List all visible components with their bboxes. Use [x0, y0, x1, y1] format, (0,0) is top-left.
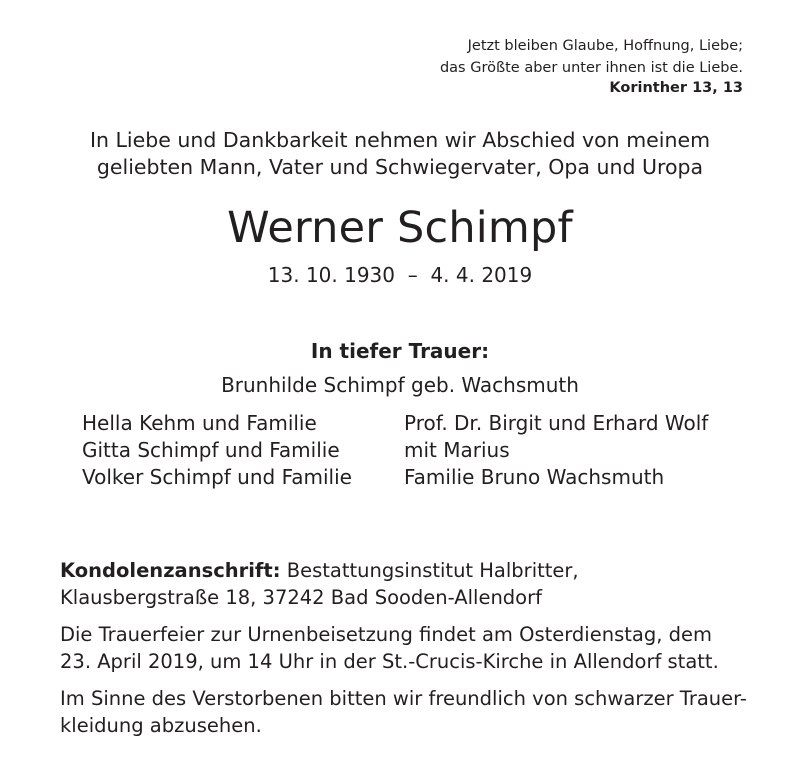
life-dates: 13. 10. 1930 – 4. 4. 2019 [267, 263, 533, 287]
ceremony-line-1: Die Trauerfeier zur Urnenbeisetzung findet am Osterdienstag, dem [60, 623, 712, 646]
request-line-1: Im Sinne des Verstorbenen bitten wir freundlich von schwarzer Trauer- [60, 687, 747, 710]
mourner-right-2: mit Marius [404, 438, 510, 462]
deceased-name: Werner Schimpf [227, 203, 573, 253]
verse-reference: Korinther 13, 13 [609, 80, 743, 96]
mourning-heading: In tiefer Trauer: [310, 339, 490, 363]
verse-line-1: Jetzt bleiben Glaube, Hoffnung, Liebe; [467, 38, 743, 54]
intro-line-2: geliebten Mann, Vater und Schwiegervater, Opa und Uropa [96, 155, 704, 179]
condolence-line-1 [60, 557, 579, 584]
mourner-right-1: Prof. Dr. Birgit und Erhard Wolf [404, 411, 709, 435]
spouse-name: Brunhilde Schimpf geb. Wachsmuth [221, 373, 579, 397]
request-line-2: kleidung abzusehen. [60, 714, 262, 737]
mourner-left-3: Volker Schimpf und Familie [82, 465, 352, 489]
mourner-left-1: Hella Kehm und Familie [82, 411, 317, 435]
ceremony-line-2: 23. April 2019, um 14 Uhr in der St.-Crucis-Kirche in Allendorf statt. [60, 650, 719, 673]
condolence-line-2: Klausbergstraße 18, 37242 Bad Sooden-Allendorf [60, 586, 542, 609]
mourner-left-2: Gitta Schimpf und Familie [82, 438, 340, 462]
verse-line-2: das Größte aber unter ihnen ist die Liebe. [439, 60, 743, 76]
condolence-label: Kondolenzanschrift: [60, 559, 281, 582]
mourner-right-3: Familie Bruno Wachsmuth [404, 465, 665, 489]
intro-line-1: In Liebe und Dankbarkeit nehmen wir Abschied von meinem [89, 128, 711, 152]
condolence-recipient: Bestattungsinstitut Halbritter, [280, 559, 579, 582]
